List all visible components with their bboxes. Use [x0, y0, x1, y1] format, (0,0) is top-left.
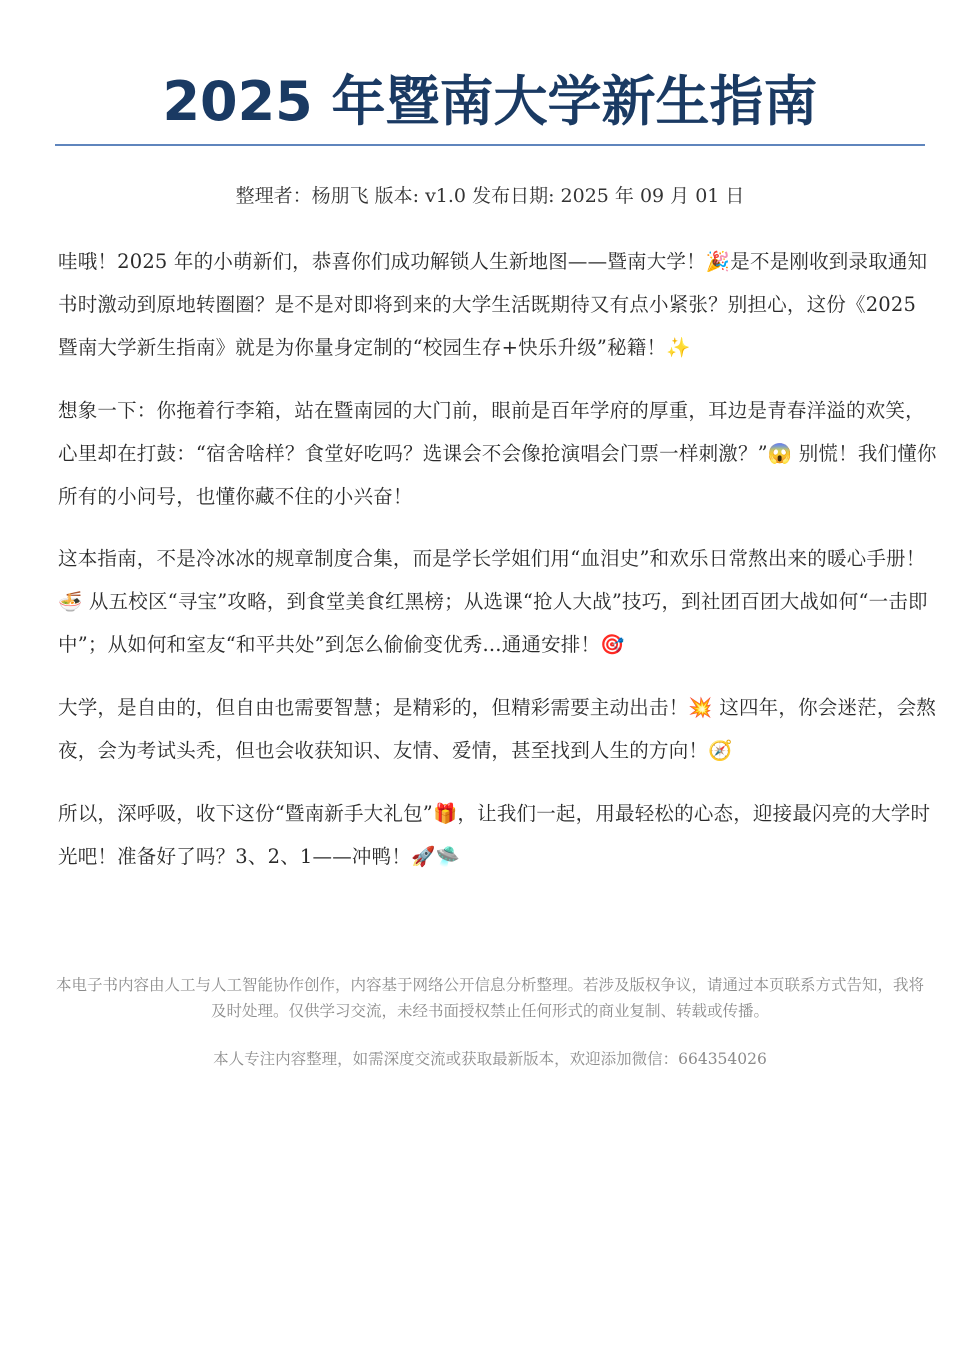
paragraph-imagine: 想象一下：你拖着行李箱，站在暨南园的大门前，眼前是百年学府的厚重，耳边是青春洋溢的欢笑，心里却在打鼓：“宿舍啥样？食堂好吃吗？选课会不会像抢演唱会门票一样刺激？”😱 别慌！我们懂你所有的小问号，也懂你藏不住的小兴奋！	[58, 399, 937, 508]
version-info: 版本: v1.0	[368, 185, 473, 207]
copyright-footnote: 本电子书内容由人工与人工智能协作创作，内容基于网络公开信息分析整理。若涉及版权争议，请通过本页联系方式告知，我将及时处理。仅供学习交流，未经书面授权禁止任何形式的商业复制、转载或传播。	[55, 976, 924, 1020]
editor-label: 整理者：	[235, 185, 312, 207]
editor-name: 杨朋飞	[311, 185, 369, 207]
document-body	[58, 240, 938, 898]
document-meta	[55, 180, 925, 212]
paragraph-university: 大学，是自由的，但自由也需要智慧；是精彩的，但精彩需要主动出击！💥 这四年，你会迷茫，会熬夜，会为考试头秃，但也会收获知识、友情、爱情，甚至找到人生的方向！🧭	[58, 696, 936, 762]
title-divider	[55, 144, 925, 146]
contact-note: 本人专注内容整理，如需深度交流或获取最新版本，欢迎添加微信：664354026	[213, 1050, 767, 1068]
publish-date: 发布日期: 2025 年 09 月 01 日	[472, 185, 745, 207]
document-title: 2025 年暨南大学新生指南	[162, 70, 818, 133]
paragraph-intro: 哇哦！2025 年的小萌新们，恭喜你们成功解锁人生新地图——暨南大学！🎉是不是刚收到录取通知书时激动到原地转圈圈？是不是对即将到来的大学生活既期待又有点小紧张？别担心，这份《2025 暨南大学新生指南》就是为你量身定制的“校园生存+快乐升级”秘籍！✨	[58, 250, 928, 359]
paragraph-closing: 所以，深呼吸，收下这份“暨南新手大礼包”🎁，让我们一起，用最轻松的心态，迎接最闪亮的大学时光吧！准备好了吗？3、2、1——冲鸭！🚀🛸	[58, 802, 931, 868]
paragraph-guide: 这本指南，不是冷冰冰的规章制度合集，而是学长学姐们用“血泪史”和欢乐日常熬出来的暖心手册！🍜 从五校区“寻宝”攻略，到食堂美食红黑榜；从选课“抢人大战”技巧，到社团百团大战如何“一击即中”；从如何和室友“和平共处”到怎么偷偷变优秀...通通安排！🎯	[58, 547, 928, 656]
